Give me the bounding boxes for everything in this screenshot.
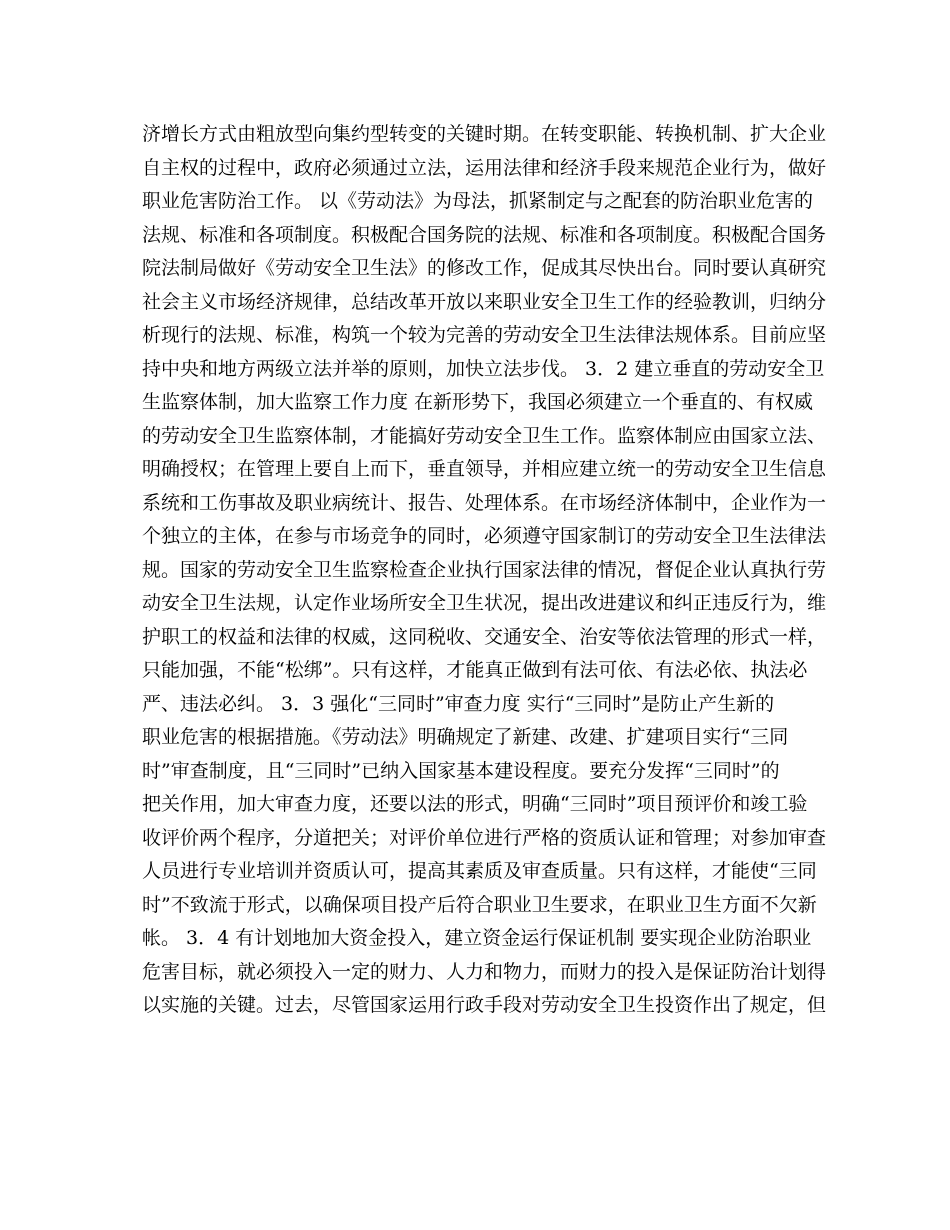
text-line: 析现行的法规、标准，构筑一个较为完善的劳动安全卫生法律法规体系。目前应坚 <box>142 324 827 346</box>
body-text <box>142 118 827 1023</box>
text-line: 把关作用，加大审查力度，还要以法的形式，明确“三同时”项目预评价和竣工验 <box>142 793 808 815</box>
text-line: 收评价两个程序，分道把关；对评价单位进行严格的资质认证和管理；对参加审查 <box>142 826 827 849</box>
text-line: 职业危害的根据措施。《劳动法》明确规定了新建、改建、扩建项目实行“三同 <box>142 726 789 748</box>
text-line: 法规、标准和各项制度。积极配合国务院的法规、标准和各项制度。积极配合国务 <box>142 223 827 246</box>
text-line: 生监察体制，加大监察工作力度 在新形势下，我国必须建立一个垂直的、有权威 <box>142 391 814 413</box>
text-line: 时”不致流于形式，以确保项目投产后符合职业卫生要求，在职业卫生方面不欠新 <box>142 893 817 916</box>
text-line: 济增长方式由粗放型向集约型转变的关键时期。在转变职能、转换机制、扩大企业 <box>142 123 827 145</box>
text-line: 时”审查制度，且“三同时”已纳入国家基本建设程度。要充分发挥“三同时”的 <box>142 759 780 782</box>
text-line: 的劳动安全卫生监察体制，才能搞好劳动安全卫生工作。监察体制应由国家立法、 <box>142 424 827 447</box>
text-line: 以实施的关键。过去，尽管国家运用行政手段对劳动安全卫生投资作出了规定，但 <box>142 994 827 1016</box>
text-line: 明确授权；在管理上要自上而下，垂直领导，并相应建立统一的劳动安全卫生信息 <box>142 458 827 480</box>
text-line: 持中央和地方两级立法并举的原则，加快立法步伐。 3．2 建立垂直的劳动安全卫 <box>142 357 825 380</box>
text-line: 规。国家的劳动安全卫生监察检查企业执行国家法律的情况，督促企业认真执行劳 <box>142 558 827 581</box>
text-line: 动安全卫生法规，认定作业场所安全卫生状况，提出改进建议和纠正违反行为，维 <box>142 592 827 614</box>
text-line: 社会主义市场经济规律，总结改革开放以来职业安全卫生工作的经验教训，归纳分 <box>142 290 827 313</box>
text-line: 危害目标，就必须投入一定的财力、人力和物力，而财力的投入是保证防治计划得 <box>142 960 827 983</box>
text-line: 只能加强，不能“松绑”。只有这样，才能真正做到有法可依、有法必依、执法必 <box>142 659 808 681</box>
text-line: 严、违法必纠。 3．3 强化“三同时”审查力度 实行“三同时”是防止产生新的 <box>142 692 775 715</box>
text-line: 护职工的权益和法律的权威，这同税收、交通安全、治安等依法管理的形式一样， <box>142 625 827 648</box>
text-line: 人员进行专业培训并资质认可，提高其素质及审查质量。只有这样，才能使“三同 <box>142 860 817 882</box>
text-line: 帐。 3．4 有计划地加大资金投入，建立资金运行保证机制 要实现企业防治职业 <box>142 927 812 949</box>
text-line: 系统和工伤事故及职业病统计、报告、处理体系。在市场经济体制中，企业作为一 <box>142 491 827 514</box>
text-line: 职业危害防治工作。 以《劳动法》为母法，抓紧制定与之配套的防治职业危害的 <box>142 190 814 212</box>
text-line: 自主权的过程中，政府必须通过立法，运用法律和经济手段来规范企业行为，做好 <box>142 156 827 179</box>
text-line: 院法制局做好《劳动安全卫生法》的修改工作，促成其尽快出台。同时要认真研究 <box>142 257 827 279</box>
text-line: 个独立的主体，在参与市场竞争的同时，必须遵守国家制订的劳动安全卫生法律法 <box>142 525 827 547</box>
